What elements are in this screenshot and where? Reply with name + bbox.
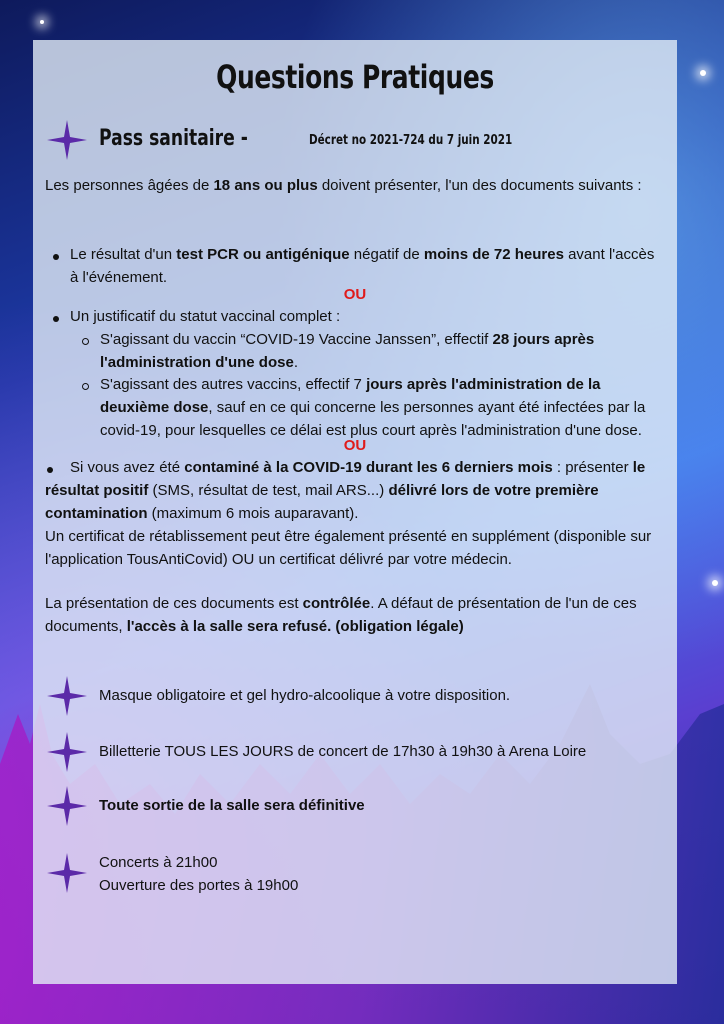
mask-info: Masque obligatoire et gel hydro-alcoolique à votre disposition. <box>99 687 511 704</box>
or-separator: OU <box>343 286 367 303</box>
doors-time: Ouverture des portes à 19h00 <box>99 877 299 894</box>
sparkle-star-icon <box>47 853 87 893</box>
bullet <box>53 254 59 260</box>
test-requirement: Le résultat d'un test PCR ou antigénique négatif de moins de 72 heures avant l'accès à l'événement. <box>70 246 655 286</box>
pass-sanitaire-heading <box>99 126 513 151</box>
recovery-certificate-note: Un certificat de rétablissement peut être également présenté en supplément (disponible sur l'application TousAntiCovid) OU un certificat délivré par votre médecin. <box>45 528 652 568</box>
section-title: Pass sanitaire - <box>99 126 248 151</box>
sparkle-star-icon <box>47 786 87 826</box>
sub-bullet <box>82 383 89 390</box>
sparkle <box>40 20 44 24</box>
info-panel <box>33 40 677 984</box>
page-title: Questions Pratiques <box>216 58 494 96</box>
bullet <box>53 316 59 322</box>
other-vaccines-requirement: S'agissant des autres vaccins, effectif 7 jours après l'administration de la deuxième dose, sauf en ce qui concerne les personnes ayant été infectées par la covid-19, pour lesquelles ce délai est plus court après l'administration d'une dose. <box>100 376 646 439</box>
exit-info: Toute sortie de la salle sera définitive <box>99 797 365 814</box>
document-control-note: La présentation de ces documents est contrôlée. A défaut de présentation de l'un de ces documents, l'accès à la salle sera refusé. (obligation légale) <box>45 595 637 635</box>
sparkle-star-icon <box>47 120 87 160</box>
sparkle <box>700 70 706 76</box>
sparkle-star-icon <box>47 676 87 716</box>
concert-time: Concerts à 21h00 <box>99 854 218 871</box>
janssen-requirement: S'agissant du vaccin “COVID-19 Vaccine Janssen”, effectif 28 jours après l'administration d'une dose. <box>100 331 595 371</box>
vaccine-requirement: Un justificatif du statut vaccinal complet : <box>70 308 341 325</box>
sub-bullet <box>82 338 89 345</box>
intro-text: Les personnes âgées de 18 ans ou plus doivent présenter, l'un des documents suivants : <box>45 177 642 194</box>
decree-reference: Décret no 2021-724 du 7 juin 2021 <box>309 133 513 148</box>
infection-requirement: Si vous avez été contaminé à la COVID-19 durant les 6 derniers mois : présenter le résultat positif (SMS, résultat de test, mail ARS...) délivré lors de votre première contamination (maximum 6 mois auparavant). <box>45 459 646 522</box>
sparkle-star-icon <box>47 732 87 772</box>
or-separator: OU <box>343 437 367 454</box>
ticketing-info: Billetterie TOUS LES JOURS de concert de 17h30 à 19h30 à Arena Loire <box>99 743 587 760</box>
sparkle <box>712 580 718 586</box>
